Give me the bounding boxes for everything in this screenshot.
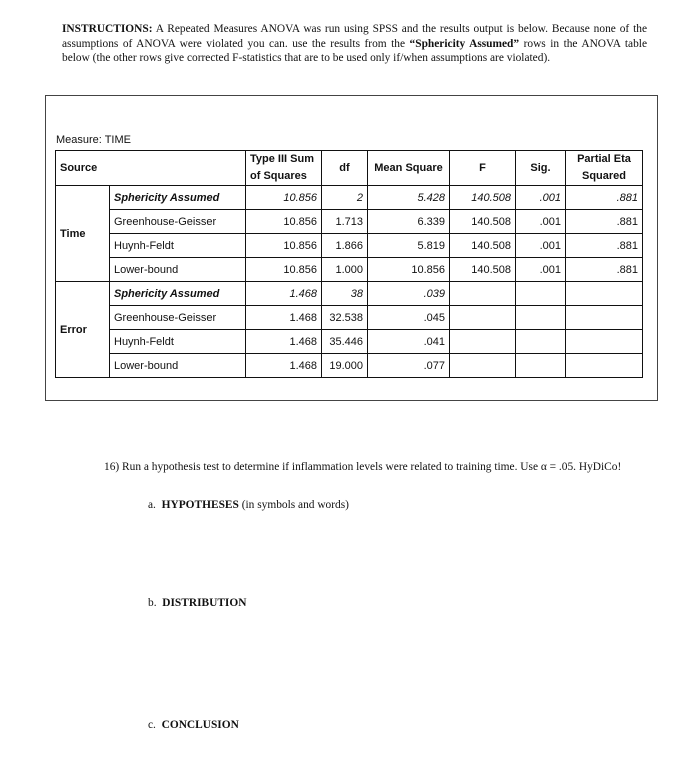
part-c-title: CONCLUSION — [161, 719, 239, 731]
table-row — [56, 354, 643, 378]
row-label: Lower-bound — [110, 258, 246, 282]
table-row — [56, 258, 643, 282]
cell-eta: .881 — [566, 258, 643, 282]
row-label: Greenhouse-Geisser — [110, 210, 246, 234]
cell-empty — [516, 330, 566, 354]
header-partial-eta: Partial Eta Squared — [566, 151, 643, 186]
cell-df: 2 — [322, 186, 368, 210]
cell-empty — [516, 306, 566, 330]
cell-f: 140.508 — [450, 258, 516, 282]
cell-df: 1.713 — [322, 210, 368, 234]
part-b — [148, 597, 246, 609]
part-a-prefix: a. — [148, 499, 156, 511]
cell-df: 35.446 — [322, 330, 368, 354]
cell-f: 140.508 — [450, 186, 516, 210]
cell-ms: .039 — [368, 282, 450, 306]
cell-ms: .045 — [368, 306, 450, 330]
cell-empty — [450, 282, 516, 306]
source-error-label: Error — [56, 282, 110, 378]
header-df: df — [322, 151, 368, 186]
cell-empty — [566, 330, 643, 354]
cell-empty — [450, 330, 516, 354]
table-row — [56, 210, 643, 234]
cell-eta: .881 — [566, 210, 643, 234]
instructions-lead: INSTRUCTIONS: — [62, 23, 153, 35]
cell-empty — [450, 306, 516, 330]
cell-ms: .077 — [368, 354, 450, 378]
instructions-paragraph — [62, 22, 647, 66]
cell-ss: 1.468 — [246, 330, 322, 354]
cell-df: 38 — [322, 282, 368, 306]
cell-ss: 10.856 — [246, 186, 322, 210]
cell-ss: 1.468 — [246, 354, 322, 378]
part-c — [148, 719, 239, 731]
cell-ss: 1.468 — [246, 306, 322, 330]
cell-eta: .881 — [566, 186, 643, 210]
cell-ss: 1.468 — [246, 282, 322, 306]
measure-label: Measure: TIME — [56, 134, 131, 146]
cell-f: 140.508 — [450, 210, 516, 234]
cell-eta: .881 — [566, 234, 643, 258]
part-a-title: HYPOTHESES — [161, 499, 239, 511]
cell-sig: .001 — [516, 186, 566, 210]
cell-ms: 5.428 — [368, 186, 450, 210]
cell-df: 1.866 — [322, 234, 368, 258]
anova-table — [55, 150, 643, 378]
part-c-prefix: c. — [148, 719, 156, 731]
question-text: 16) Run a hypothesis test to determine if inflammation levels were related to training time. Use α = .05. HyDiCo! — [104, 461, 622, 473]
part-a-note: (in symbols and words) — [241, 499, 349, 511]
header-mean-square: Mean Square — [368, 151, 450, 186]
cell-ss: 10.856 — [246, 234, 322, 258]
cell-empty — [516, 282, 566, 306]
cell-ms: 5.819 — [368, 234, 450, 258]
cell-df: 32.538 — [322, 306, 368, 330]
cell-sig: .001 — [516, 210, 566, 234]
source-time-label: Time — [56, 186, 110, 282]
instructions-emphasis: “Sphericity Assumed” — [409, 37, 520, 50]
row-label: Huynh-Feldt — [110, 234, 246, 258]
cell-empty — [566, 306, 643, 330]
cell-ms: 6.339 — [368, 210, 450, 234]
cell-empty — [566, 282, 643, 306]
instructions-text-after: rows in the ANOVA table below (the other rows give corrected F-statistics that are to be used only if/when assumptions are violated). — [62, 37, 647, 64]
table-row — [56, 306, 643, 330]
table-row — [56, 234, 643, 258]
cell-ms: .041 — [368, 330, 450, 354]
table-row — [56, 330, 643, 354]
header-sig: Sig. — [516, 151, 566, 186]
header-f: F — [450, 151, 516, 186]
instructions-text-before: A Repeated Measures ANOVA was run using SPSS and the results output is below. Because none of the assumptions of ANOVA were violated you can. use the results from the — [62, 23, 647, 50]
cell-f: 140.508 — [450, 234, 516, 258]
part-b-prefix: b. — [148, 597, 157, 609]
row-label: Sphericity Assumed — [110, 282, 246, 306]
row-label: Huynh-Feldt — [110, 330, 246, 354]
row-label: Sphericity Assumed — [110, 186, 246, 210]
cell-ss: 10.856 — [246, 210, 322, 234]
row-label: Lower-bound — [110, 354, 246, 378]
cell-sig: .001 — [516, 234, 566, 258]
cell-empty — [566, 354, 643, 378]
part-a — [148, 499, 349, 511]
table-row — [56, 186, 643, 210]
cell-sig: .001 — [516, 258, 566, 282]
header-sum-of-squares: Type III Sum of Squares — [246, 151, 322, 186]
cell-ss: 10.856 — [246, 258, 322, 282]
header-source: Source — [56, 151, 246, 186]
cell-empty — [516, 354, 566, 378]
table-row — [56, 282, 643, 306]
cell-df: 1.000 — [322, 258, 368, 282]
cell-df: 19.000 — [322, 354, 368, 378]
cell-ms: 10.856 — [368, 258, 450, 282]
part-b-title: DISTRIBUTION — [162, 597, 247, 609]
cell-empty — [450, 354, 516, 378]
row-label: Greenhouse-Geisser — [110, 306, 246, 330]
